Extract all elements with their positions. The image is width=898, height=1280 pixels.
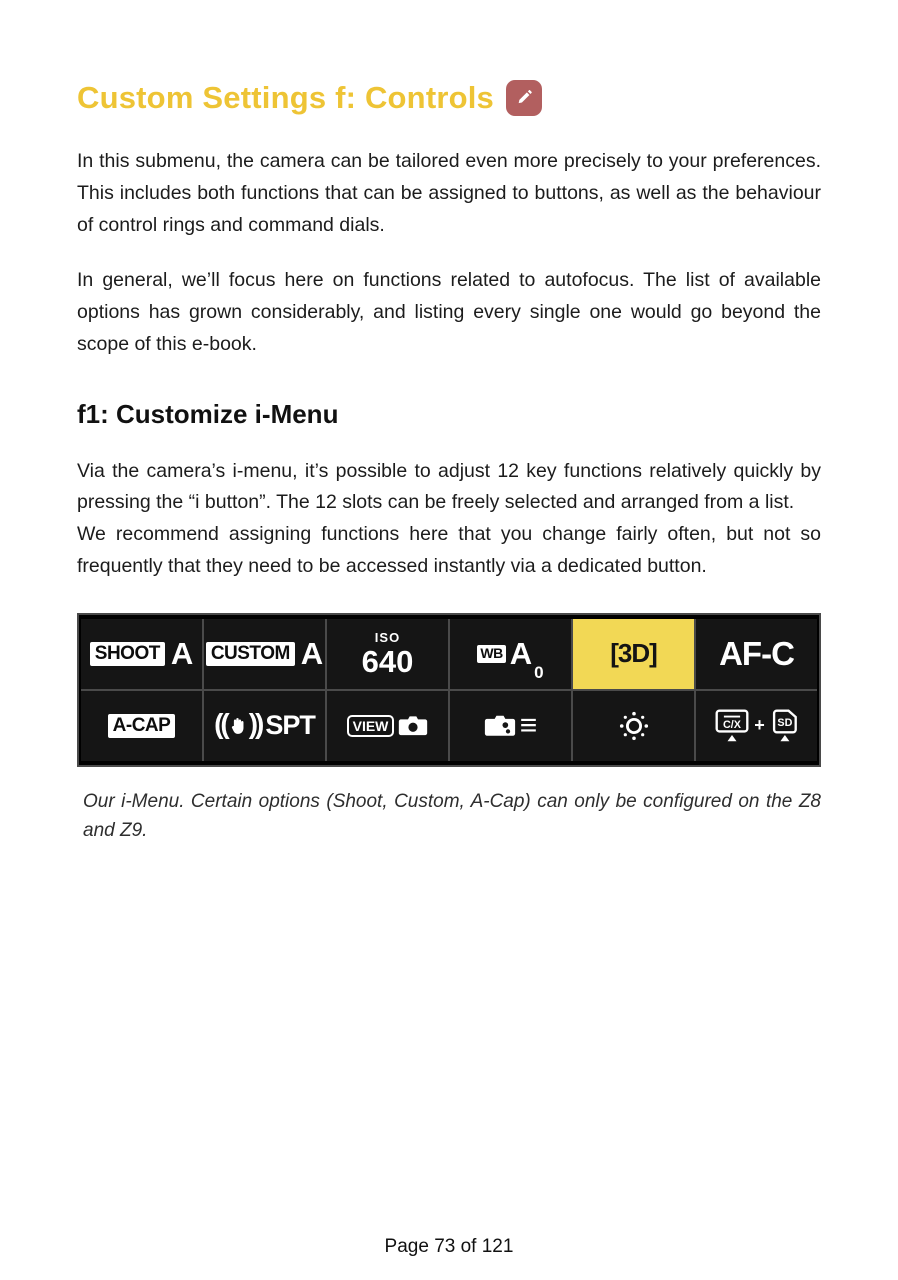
- f1-paragraph-1: Via the camera’s i-menu, it’s possible to adjust 12 key functions relatively quickly by pressing the “i button”. The 12 slots can be freely selected and arranged from a list.: [77, 459, 821, 514]
- f1-paragraph-2: We recommend assigning functions here that you change fairly often, but not so frequently that they need to be accessed instantly via a dedicated button.: [77, 523, 821, 578]
- camera-menu-icon: [484, 713, 516, 739]
- imenu-cell-card-slots: [696, 691, 817, 761]
- imenu-cell-custom-settings-bank: [204, 619, 325, 689]
- sd-card-icon: [769, 708, 799, 744]
- imenu-grid: [81, 619, 817, 761]
- iso-value: 640: [361, 643, 414, 679]
- custom-boxed-label: CUSTOM: [206, 642, 295, 666]
- imenu-cell-vibration-reduction: [204, 691, 325, 761]
- card-slot-group: [714, 708, 799, 744]
- imenu-cell-view-mode: [327, 691, 448, 761]
- af-area-3d-label: [3D]: [610, 638, 657, 669]
- a-cap-boxed-label: A-CAP: [108, 714, 176, 738]
- cfexpress-card-label: C/X: [723, 718, 742, 731]
- imenu-cell-shooting-menu-bank: [81, 619, 202, 689]
- wb-auto-letter: A: [509, 635, 533, 671]
- wb-auto-number: 0: [534, 662, 544, 682]
- page-title-text: Custom Settings f: Controls: [77, 80, 494, 115]
- imenu-cell-af-area-mode-selected: [573, 619, 694, 689]
- vr-sport-label: SPT: [265, 710, 315, 741]
- shoot-boxed-label: SHOOT: [90, 642, 165, 666]
- af-c-label: AF-C: [719, 634, 794, 672]
- imenu-cell-shooting-menu: [450, 691, 571, 761]
- imenu-cell-focus-mode: [696, 619, 817, 689]
- card-plus-sign: +: [754, 715, 765, 736]
- section-title-f1: f1: Customize i-Menu: [77, 398, 339, 429]
- imenu-cell-white-balance: [450, 619, 571, 689]
- pencil-icon: [514, 88, 534, 108]
- shoot-bank-letter: A: [170, 635, 194, 671]
- imenu-cell-auto-capture: [81, 691, 202, 761]
- camera-icon: [398, 714, 428, 738]
- iso-value-stack: [362, 631, 414, 677]
- imenu-figure: [77, 613, 821, 767]
- custom-bank-letter: A: [300, 635, 324, 671]
- view-boxed-label: VIEW: [347, 715, 395, 737]
- vr-hand-icon: [229, 715, 247, 737]
- wb-boxed-label: WB: [477, 645, 505, 662]
- page-title: [77, 80, 821, 116]
- imenu-cell-iso: [327, 619, 448, 689]
- vr-paren-open: ((: [214, 708, 227, 740]
- brightness-sun-icon: [617, 709, 651, 743]
- imenu-cell-brightness: [573, 691, 694, 761]
- intro-paragraph-1: In this submenu, the camera can be tailored even more precisely to your preferences. This includes both functions that can be assigned to buttons, as well as the behaviour of control rings and command dials.: [77, 150, 821, 236]
- vr-paren-close: )): [248, 708, 262, 740]
- sd-card-label: SD: [777, 716, 793, 729]
- iso-label: ISO: [374, 629, 401, 645]
- edit-badge: [506, 80, 542, 116]
- figure-caption: Our i-Menu. Certain options (Shoot, Custom, A-Cap) can only be configured on the Z8 and Z9.: [83, 790, 821, 842]
- intro-paragraph-2: In general, we’ll focus here on functions related to autofocus. The list of available options has grown considerably, and listing every single one would go beyond the scope of this e-book.: [77, 269, 821, 355]
- page-content: [77, 0, 821, 846]
- menu-lines-icon: ≡: [519, 708, 538, 742]
- cfexpress-card-icon: [714, 708, 750, 744]
- page-number: Page 73 of 121: [384, 1236, 514, 1257]
